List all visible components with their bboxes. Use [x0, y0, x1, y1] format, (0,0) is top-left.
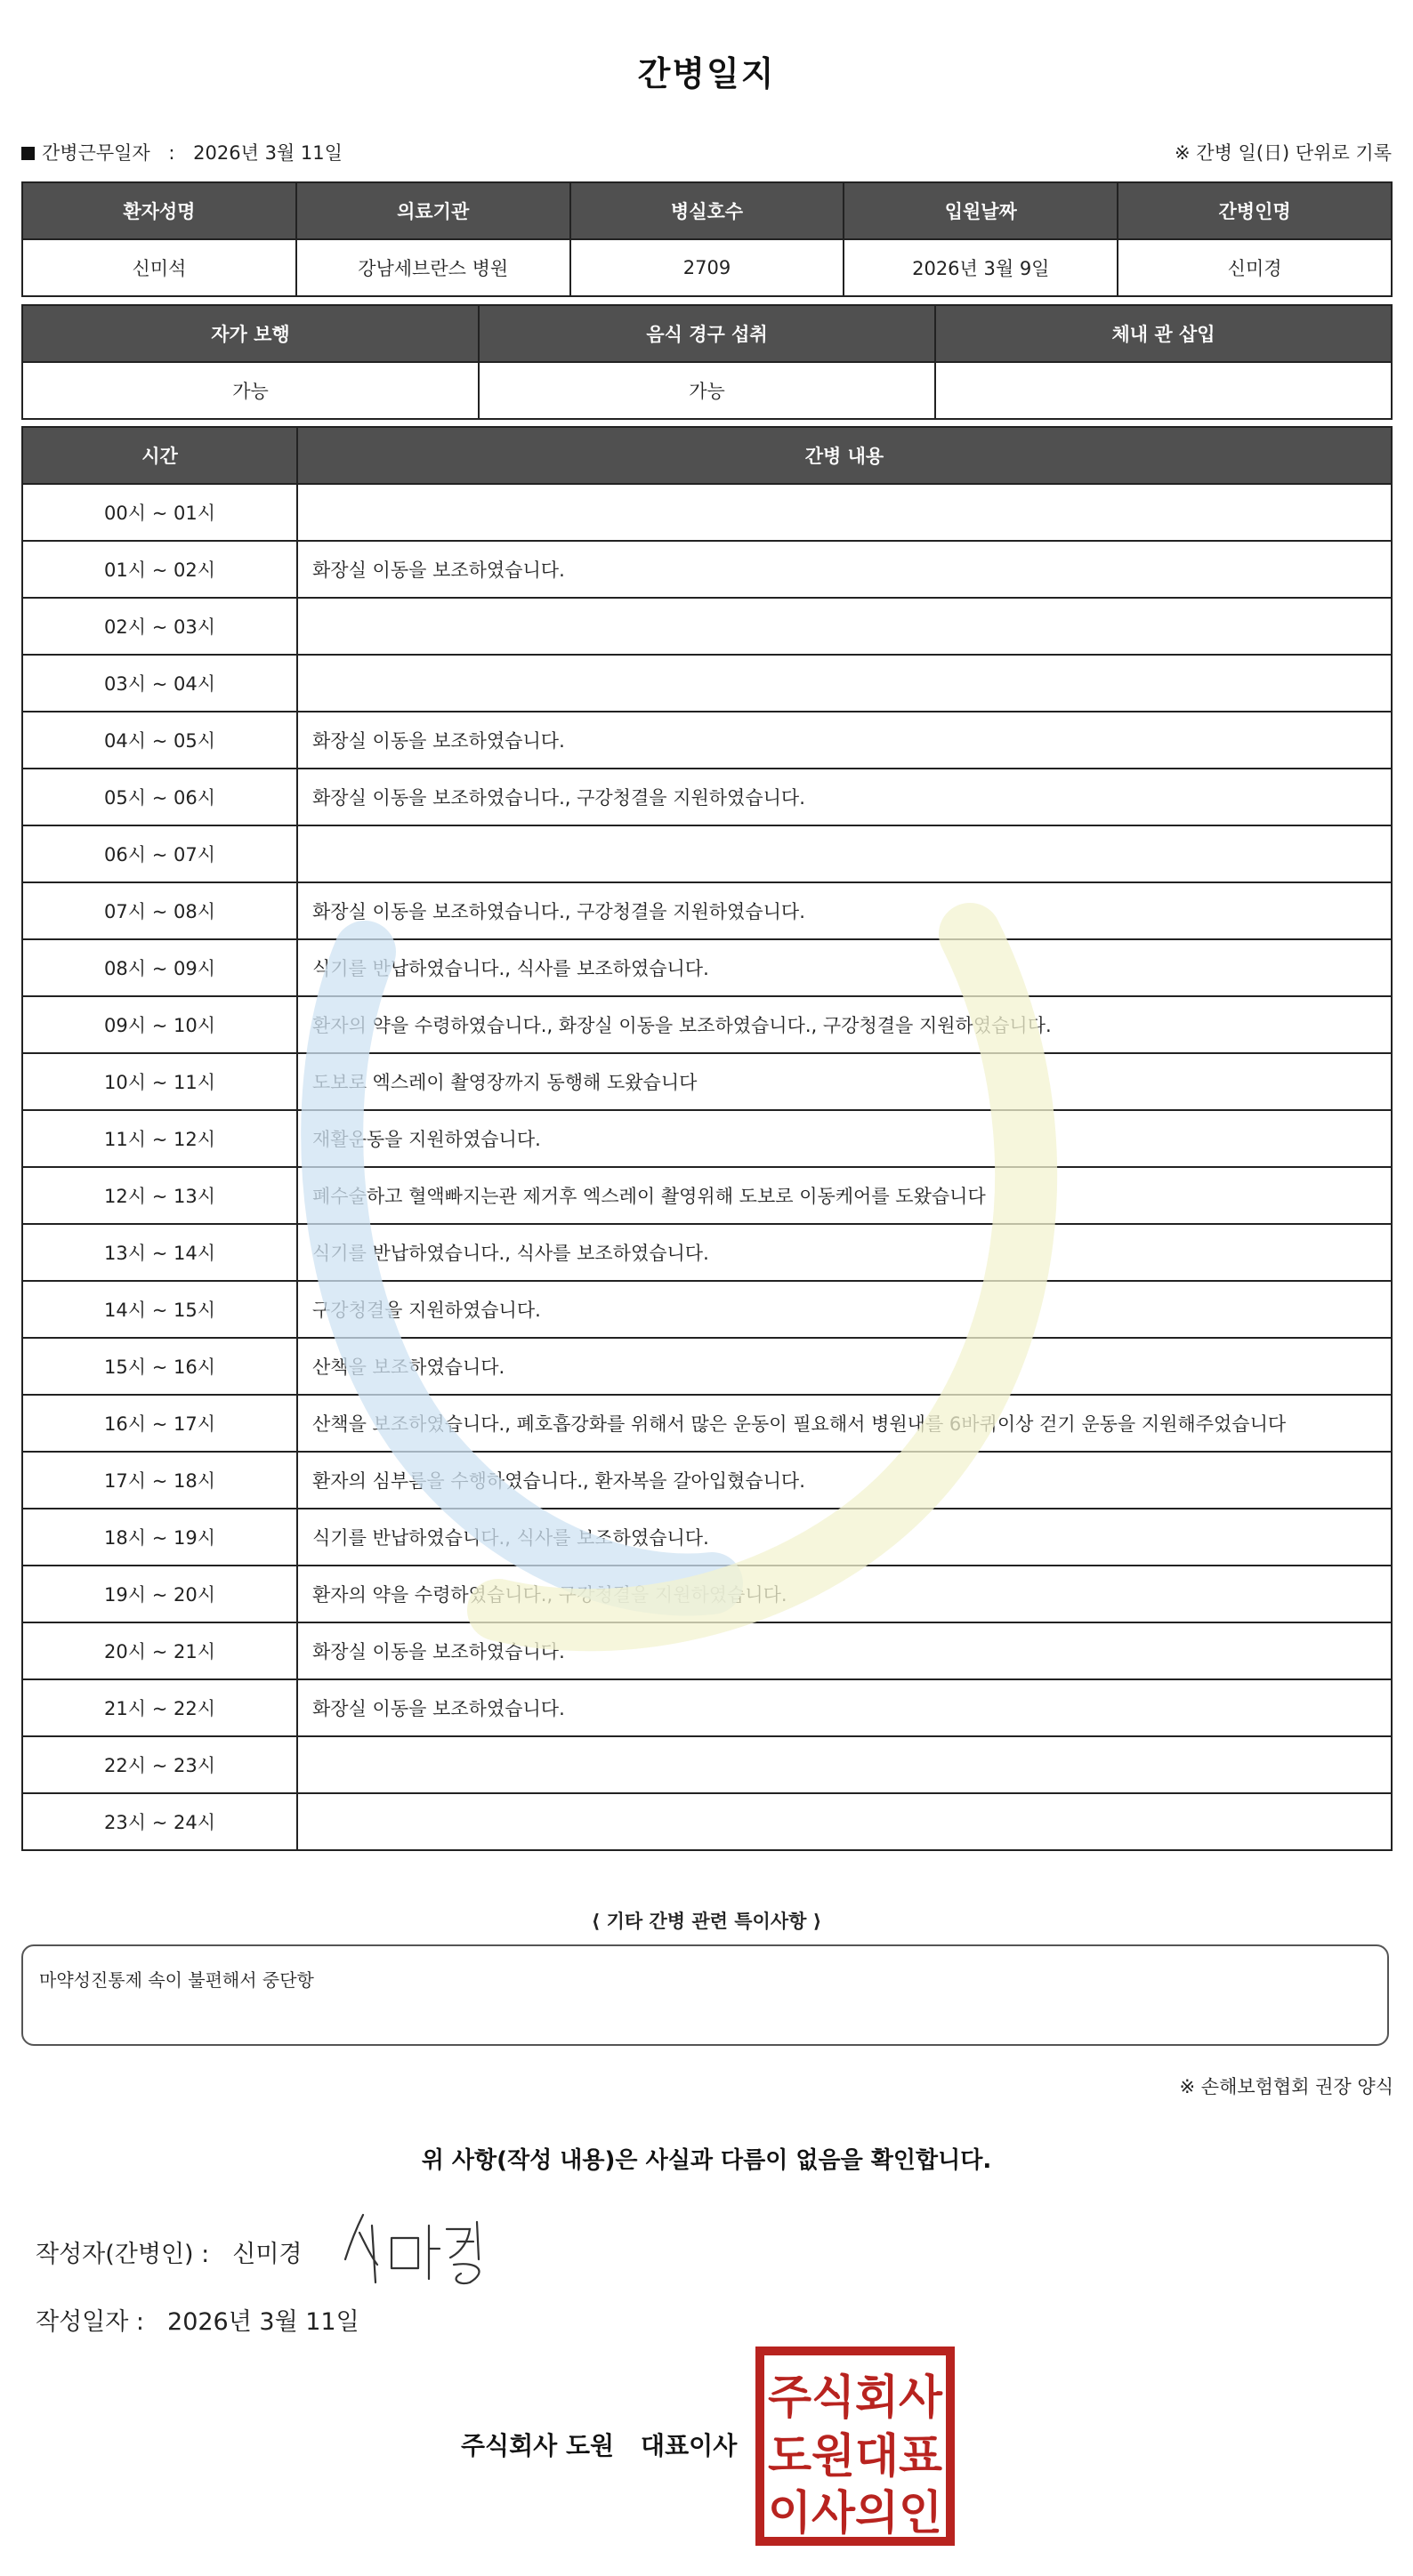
remarks-box: [21, 1944, 1389, 2046]
self-walking-value: 가능: [22, 362, 479, 419]
seal-line-3: 이사의인: [768, 2487, 942, 2540]
table-row: [22, 825, 1392, 882]
seal-line-1: 주식회사: [768, 2371, 943, 2425]
table-row: [22, 996, 1392, 1053]
status-header-row: [22, 305, 1392, 362]
admission-date: 2026년 3월 9일: [844, 239, 1118, 296]
patient-info-table: [21, 181, 1393, 297]
table-row: [22, 484, 1392, 541]
time-cell: 11시 ~ 12시: [22, 1110, 297, 1167]
writer-label: 작성자(간병인) :: [36, 2241, 210, 2268]
hospital-name: 강남세브란스 병원: [296, 239, 570, 296]
time-cell: 05시 ~ 06시: [22, 769, 297, 825]
table-row: [22, 1736, 1392, 1793]
content-cell: 환자의 약을 수령하였습니다., 화장실 이동을 보조하였습니다., 구강청결을 지원하였습니다.: [297, 996, 1392, 1053]
tube-insertion-value: [935, 362, 1392, 419]
table-row: [22, 769, 1392, 825]
time-cell: 21시 ~ 22시: [22, 1679, 297, 1736]
company-line: [461, 2427, 737, 2462]
table-row: [22, 1622, 1392, 1679]
header-room-number: 병실호수: [570, 182, 844, 239]
time-cell: 04시 ~ 05시: [22, 712, 297, 769]
content-cell: 산책을 보조하였습니다.: [297, 1338, 1392, 1395]
table-row: [22, 655, 1392, 712]
time-cell: 16시 ~ 17시: [22, 1395, 297, 1452]
time-cell: 23시 ~ 24시: [22, 1793, 297, 1850]
company-name: 주식회사 도원: [461, 2431, 615, 2460]
time-cell: 12시 ~ 13시: [22, 1167, 297, 1224]
table-row: [22, 1566, 1392, 1622]
time-cell: 13시 ~ 14시: [22, 1224, 297, 1281]
write-date-label: 작성일자 :: [36, 2308, 145, 2336]
writer-name: 신미경: [232, 2241, 303, 2268]
table-row: [22, 882, 1392, 939]
meta-row: [21, 139, 1392, 169]
content-cell: [297, 598, 1392, 655]
content-cell: 구강청결을 지원하였습니다.: [297, 1281, 1392, 1338]
table-row: [22, 598, 1392, 655]
content-cell: 화장실 이동을 보조하였습니다., 구강청결을 지원하였습니다.: [297, 769, 1392, 825]
time-cell: 06시 ~ 07시: [22, 825, 297, 882]
time-cell: 10시 ~ 11시: [22, 1053, 297, 1110]
info-value-row: [22, 239, 1392, 296]
header-oral-intake: 음식 경구 섭취: [479, 305, 935, 362]
header-patient-name: 환자성명: [22, 182, 296, 239]
time-cell: 00시 ~ 01시: [22, 484, 297, 541]
table-row: [22, 1338, 1392, 1395]
content-cell: 화장실 이동을 보조하였습니다.: [297, 541, 1392, 598]
time-cell: 22시 ~ 23시: [22, 1736, 297, 1793]
record-note: ※ 간병 일(日) 단위로 기록: [1175, 142, 1392, 164]
header-self-walking: 자가 보행: [22, 305, 479, 362]
confirmation-statement: 위 사항(작성 내용)은 사실과 다름이 없음을 확인합니다.: [421, 2147, 992, 2174]
content-cell: 재활운동을 지원하였습니다.: [297, 1110, 1392, 1167]
info-header-row: [22, 182, 1392, 239]
table-row: [22, 939, 1392, 996]
table-row: [22, 1452, 1392, 1509]
remarks-text: 마약성진통제 속이 불편해서 중단항: [39, 1969, 314, 1991]
content-cell: [297, 1793, 1392, 1850]
write-date-value: 2026년 3월 11일: [167, 2308, 359, 2336]
table-row: [22, 1224, 1392, 1281]
table-row: [22, 1509, 1392, 1566]
content-cell: 화장실 이동을 보조하였습니다., 구강청결을 지원하였습니다.: [297, 882, 1392, 939]
form-note: ※ 손해보험협회 권장 양식: [1179, 2076, 1393, 2097]
status-value-row: [22, 362, 1392, 419]
content-cell: 식기를 반납하였습니다., 식사를 보조하였습니다.: [297, 1224, 1392, 1281]
patient-name: 신미석: [22, 239, 296, 296]
header-care-content: 간병 내용: [297, 427, 1392, 484]
header-tube-insertion: 체내 관 삽입: [935, 305, 1392, 362]
time-cell: 07시 ~ 08시: [22, 882, 297, 939]
time-cell: 09시 ~ 10시: [22, 996, 297, 1053]
header-admission-date: 입원날짜: [844, 182, 1118, 239]
patient-status-table: [21, 304, 1393, 420]
handwritten-signature: [336, 2206, 493, 2286]
time-cell: 03시 ~ 04시: [22, 655, 297, 712]
content-cell: 화장실 이동을 보조하였습니다.: [297, 1679, 1392, 1736]
time-cell: 15시 ~ 16시: [22, 1338, 297, 1395]
table-row: [22, 541, 1392, 598]
time-cell: 18시 ~ 19시: [22, 1509, 297, 1566]
content-cell: 화장실 이동을 보조하였습니다.: [297, 712, 1392, 769]
time-cell: 01시 ~ 02시: [22, 541, 297, 598]
time-cell: 19시 ~ 20시: [22, 1566, 297, 1622]
representative-title: 대표이사: [641, 2431, 738, 2460]
remarks-title: ⟨ 기타 간병 관련 특이사항 ⟩: [591, 1911, 822, 1932]
table-row: [22, 1167, 1392, 1224]
header-hospital: 의료기관: [296, 182, 570, 239]
writer-line: [36, 2234, 303, 2269]
company-seal-stamp: [755, 2346, 956, 2547]
content-cell: [297, 825, 1392, 882]
caregiver-name: 신미경: [1118, 239, 1392, 296]
content-cell: 산책을 보조하였습니다., 폐호흡강화를 위해서 많은 운동이 필요해서 병원내를 6바퀴이상 걷기 운동을 지원해주었습니다: [297, 1395, 1392, 1452]
table-row: [22, 1679, 1392, 1736]
content-cell: [297, 655, 1392, 712]
time-cell: 08시 ~ 09시: [22, 939, 297, 996]
table-row: [22, 1793, 1392, 1850]
work-date-value: 2026년 3월 11일: [193, 142, 343, 164]
table-row: [22, 1053, 1392, 1110]
oral-intake-value: 가능: [479, 362, 935, 419]
work-date-separator: :: [168, 142, 175, 164]
room-number: 2709: [570, 239, 844, 296]
table-row: [22, 1110, 1392, 1167]
content-cell: 식기를 반납하였습니다., 식사를 보조하였습니다.: [297, 939, 1392, 996]
work-date-label: 간병근무일자: [42, 142, 150, 164]
page-title: 간병일지: [637, 54, 776, 93]
content-cell: 환자의 심부름을 수행하였습니다., 환자복을 갈아입혔습니다.: [297, 1452, 1392, 1509]
table-row: [22, 1395, 1392, 1452]
seal-line-2: 도원대표: [768, 2430, 942, 2483]
table-row: [22, 1281, 1392, 1338]
content-cell: 환자의 약을 수령하였습니다., 구강청결을 지원하였습니다.: [297, 1566, 1392, 1622]
write-date-line: [36, 2302, 359, 2337]
table-row: [22, 712, 1392, 769]
content-cell: 식기를 반납하였습니다., 식사를 보조하였습니다.: [297, 1509, 1392, 1566]
time-cell: 17시 ~ 18시: [22, 1452, 297, 1509]
time-cell: 02시 ~ 03시: [22, 598, 297, 655]
header-caregiver-name: 간병인명: [1118, 182, 1392, 239]
square-bullet-icon: [21, 147, 35, 160]
content-cell: 화장실 이동을 보조하였습니다.: [297, 1622, 1392, 1679]
time-cell: 20시 ~ 21시: [22, 1622, 297, 1679]
log-header-row: [22, 427, 1392, 484]
header-time: 시간: [22, 427, 297, 484]
work-date-line: [21, 139, 343, 165]
content-cell: 폐수술하고 혈액빠지는관 제거후 엑스레이 촬영위해 도보로 이동케어를 도왔습니다: [297, 1167, 1392, 1224]
content-cell: 도보로 엑스레이 촬영장까지 동행해 도왔습니다: [297, 1053, 1392, 1110]
care-log-table: [21, 426, 1393, 1851]
content-cell: [297, 484, 1392, 541]
time-cell: 14시 ~ 15시: [22, 1281, 297, 1338]
content-cell: [297, 1736, 1392, 1793]
